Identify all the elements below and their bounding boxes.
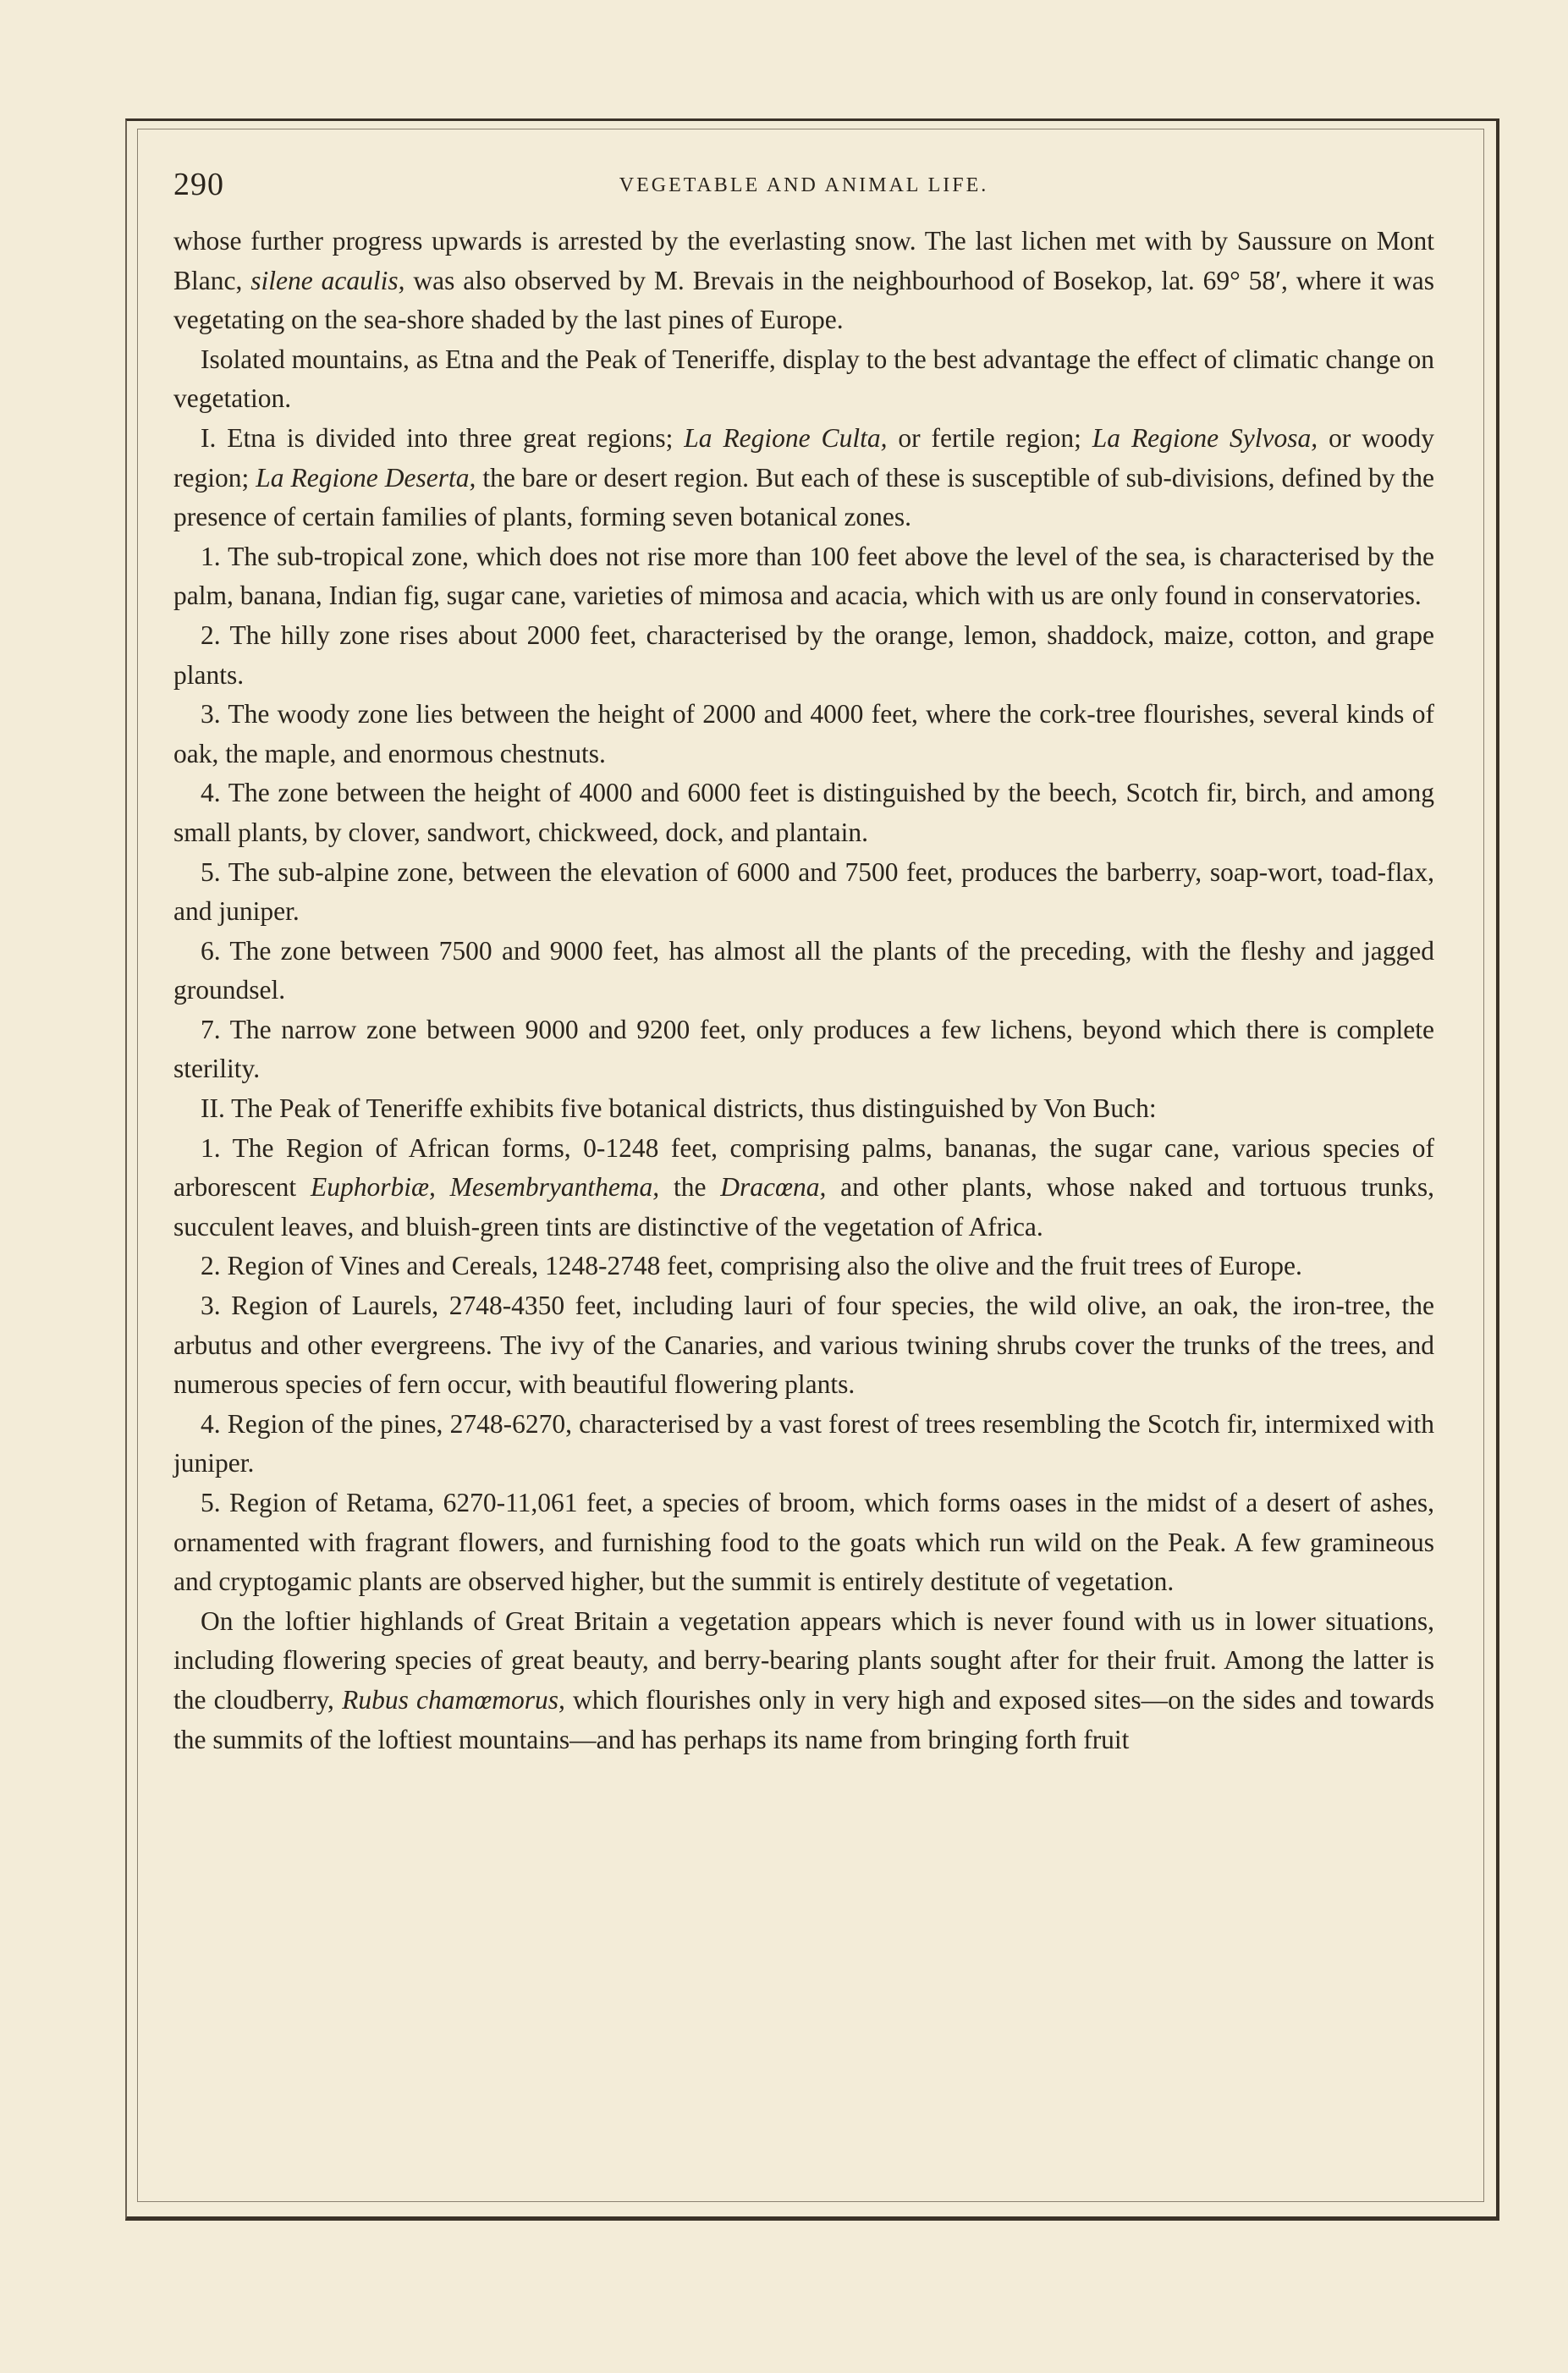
italic-run: La Regione Culta, [684,422,888,453]
page-number: 290 [173,167,224,202]
text-run: or woody region; [173,422,1434,493]
paragraph [173,853,1434,932]
text-run: 5. The sub-alpine zone, between the elevation of 6000 and 7500 feet, produces the barberry, soap-wort, toad-flax, and juniper. [173,856,1434,927]
paragraph [173,1129,1434,1247]
paragraph [173,774,1434,852]
text-run: 1. The Region of African forms, 0-1248 feet, comprising palms, bananas, the sugar cane, various species of arborescent [173,1132,1434,1203]
paragraph [173,1286,1434,1405]
italic-run: Dracœna, [720,1172,827,1203]
text-run: 7. The narrow zone between 9000 and 9200 feet, only produces a few lichens, beyond which there is complete sterility. [173,1014,1434,1084]
text-run: whose further progress upwards is arrested by the everlasting snow. The last lichen met with by Saussure on Mont Blanc, [173,226,1434,295]
italic-run: La Regione Deserta, [256,462,476,493]
text-run: 4. The zone between the height of 4000 and 6000 feet is distinguished by the beech, Scotch fir, birch, and among small plants, by clover, sandwort, chickweed, dock, and plantain. [173,778,1434,847]
text-run: was also observed by M. Brevais in the neighbourhood of Bosekop, lat. 69° 58′, where it was vegetating on the sea-shore shaded by the last pines of Europe. [173,265,1434,335]
italic-run: La Regione Sylvosa, [1092,422,1318,453]
paragraph [173,419,1434,537]
body-text [173,222,1434,1759]
paragraph [173,1089,1434,1129]
text-run: On the loftier highlands of Great Britain a vegetation appears which is never found with us in lower situations, including flowering species of great beauty, and berry-bearing plants sought after for their fruit. Among the latter is the cloudberry, [173,1605,1434,1715]
running-head: VEGETABLE AND ANIMAL LIFE. [619,174,989,196]
paragraph [173,932,1434,1010]
text-run: II. The Peak of Teneriffe exhibits five botanical districts, thus distinguished by Von Buch: [201,1093,1157,1124]
paragraph [173,1602,1434,1759]
page-header [173,166,1434,208]
text-run: 3. Region of Laurels, 2748-4350 feet, including lauri of four species, the wild olive, an oak, the iron-tree, the arbutus and other evergreens. The ivy of the Canaries, and various twining shrubs cover the trunks of the trees, and numerous species of fern occur, with beautiful flowering plants. [173,1291,1434,1400]
paragraph [173,1405,1434,1484]
text-run: which flourishes only in very high and exposed sites—on the sides and towards the summits of the loftiest mountains—and has perhaps its name from bringing forth fruit [173,1684,1434,1754]
italic-run: Euphorbiæ, Mesembryanthema, [310,1172,660,1203]
italic-run: silene acaulis, [250,265,405,295]
text-run: the [659,1172,721,1203]
paragraph [173,222,1434,340]
paragraph [173,1484,1434,1602]
text-run: 4. Region of the pines, 2748-6270, characterised by a vast forest of trees resembling the Scotch fir, intermixed with juniper. [173,1408,1434,1478]
text-run: or fertile region; [887,422,1092,453]
italic-run: Rubus chamœmorus, [342,1684,565,1715]
text-run: the bare or desert region. But each of these is susceptible of sub-divisions, defined by the presence of certain families of plants, forming seven botanical zones. [173,462,1434,532]
text-run: 1. The sub-tropical zone, which does not rise more than 100 feet above the level of the sea, is characterised by the palm, banana, Indian fig, sugar cane, varieties of mimosa and acacia, which with us are only found in conservatories. [173,541,1434,611]
paragraph [173,695,1434,774]
paragraph [173,537,1434,616]
text-run: Isolated mountains, as Etna and the Peak of Teneriffe, display to the best advantage the effect of climatic change on vegetation. [173,344,1434,414]
text-run: 6. The zone between 7500 and 9000 feet, has almost all the plants of the preceding, with the fleshy and jagged groundsel. [173,935,1434,1005]
text-run: and other plants, whose naked and tortuous trunks, succulent leaves, and bluish-green tints are distinctive of the vegetation of Africa. [173,1172,1434,1242]
text-run: I. Etna is divided into three great regions; [201,422,685,453]
paragraph [173,340,1434,419]
paragraph [173,1010,1434,1089]
text-run: 3. The woody zone lies between the height of 2000 and 4000 feet, where the cork-tree flourishes, several kinds of oak, the maple, and enormous chestnuts. [173,699,1434,768]
text-run: 5. Region of Retama, 6270-11,061 feet, a species of broom, which forms oases in the midst of a desert of ashes, ornamented with fragrant flowers, and furnishing food to the goats which run wild on the Peak. A few gramineous and cryptogamic plants are observed higher, but the summit is entirely destitute of vegetation. [173,1488,1434,1597]
text-run: 2. Region of Vines and Cereals, 1248-2748 feet, comprising also the olive and the fruit trees of Europe. [201,1251,1302,1281]
paragraph [173,1247,1434,1286]
text-run: 2. The hilly zone rises about 2000 feet, characterised by the orange, lemon, shaddock, maize, cotton, and grape plants. [173,619,1434,690]
paragraph [173,616,1434,695]
